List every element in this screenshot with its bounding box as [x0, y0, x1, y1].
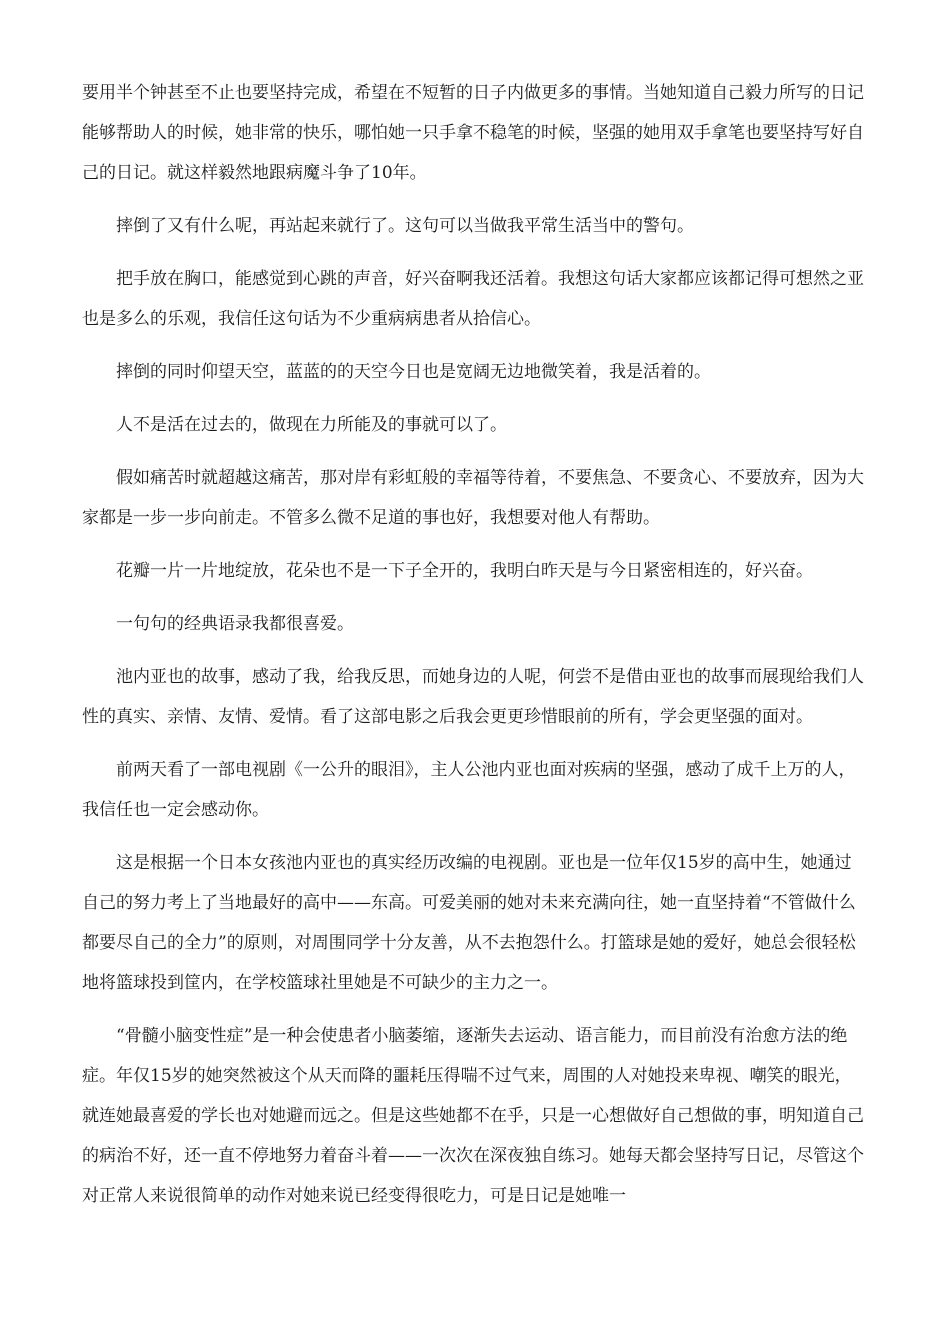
paragraph-2: 摔倒了又有什么呢，再站起来就行了。这句可以当做我平常生活当中的警句。: [116, 216, 694, 236]
paragraph-6: 假如痛苦时就超越这痛苦，那对岸有彩虹般的幸福等待着，不要焦急、不要贪心、不要放弃，因为大家都是一步一步向前走。不管多么微不足道的事也好，我想要对他人有帮助。: [82, 468, 864, 528]
paragraph-5: 人不是活在过去的，做现在力所能及的事就可以了。: [116, 415, 507, 435]
paragraph-8: 一句句的经典语录我都很喜爱。: [116, 614, 354, 634]
paragraph-4: 摔倒的同时仰望天空，蓝蓝的的天空今日也是宽阔无边地微笑着，我是活着的。: [116, 362, 711, 382]
paragraph-12: “骨髓小脑变性症”是一种会使患者小脑萎缩，逐渐失去运动、语言能力，而目前没有治愈方法的绝症。年仅15岁的她突然被这个从天而降的噩耗压得喘不过气来，周围的人对她投来卑视、嘲笑的眼光，就连她最喜爱的学长也对她避而远之。但是这些她都不在乎，只是一心想做好自己想做的事，明知道自己的病治不好，还一直不停地努力着奋斗着——一次次在深夜独自练习。她每天都会坚持写日记，尽管这个对正常人来说很简单的动作对她来说已经变得很吃力，可是日记是她唯一: [82, 1026, 864, 1206]
paragraph-9: 池内亚也的故事，感动了我，给我反思，而她身边的人呢，何尝不是借由亚也的故事而展现给我们人性的真实、亲情、友情、爱情。看了这部电影之后我会更更珍惜眼前的所有，学会更坚强的面对。: [82, 667, 864, 727]
paragraph-10: 前两天看了一部电视剧《一公升的眼泪》，主人公池内亚也面对疾病的坚强，感动了成千上万的人，我信任也一定会感动你。: [82, 760, 856, 820]
paragraph-1: 要用半个钟甚至不止也要坚持完成，希望在不短暂的日子内做更多的事情。当她知道自己毅力所写的日记能够帮助人的时候，她非常的快乐，哪怕她一只手拿不稳笔的时候，坚强的她用双手拿笔也要坚持写好自己的日记。就这样毅然地跟病魔斗争了10年。: [82, 83, 864, 183]
document-body: [82, 73, 868, 1229]
paragraph-3: 把手放在胸口，能感觉到心跳的声音，好兴奋啊我还活着。我想这句话大家都应该都记得可想然之亚也是多么的乐观，我信任这句话为不少重病病患者从拾信心。: [82, 269, 864, 329]
paragraph-11: 这是根据一个日本女孩池内亚也的真实经历改编的电视剧。亚也是一位年仅15岁的高中生，她通过自己的努力考上了当地最好的高中——东高。可爱美丽的她对未来充满向往，她一直坚持着“不管做什么都要尽自己的全力”的原则，对周围同学十分友善，从不去抱怨什么。打篮球是她的爱好，她总会很轻松地将篮球投到筐内，在学校篮球社里她是不可缺少的主力之一。: [82, 853, 856, 993]
paragraph-7: 花瓣一片一片地绽放，花朵也不是一下子全开的，我明白昨天是与今日紧密相连的，好兴奋。: [116, 561, 813, 581]
